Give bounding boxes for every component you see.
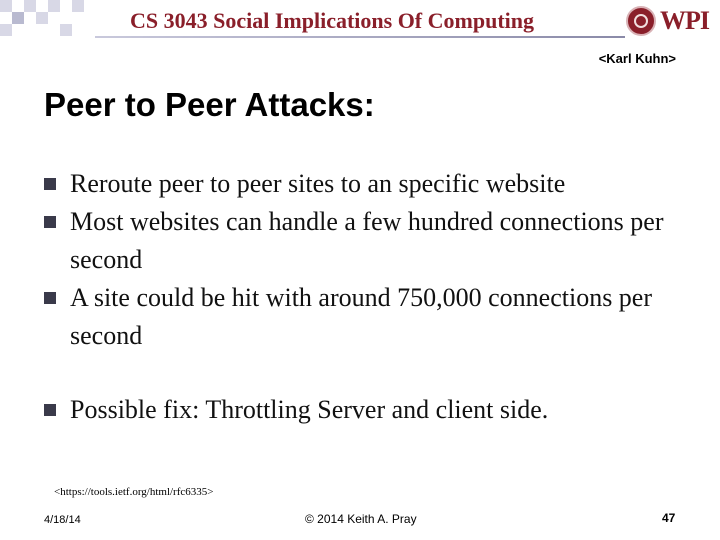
bullet-list	[44, 165, 684, 429]
footer-date: 4/18/14	[44, 514, 81, 526]
square-bullet-icon	[44, 216, 56, 228]
decoration-square	[0, 0, 12, 12]
slide-title: Peer to Peer Attacks:	[44, 86, 375, 123]
wpi-logo-text: WPI	[660, 6, 709, 35]
wpi-logo	[626, 4, 709, 38]
decoration-square	[12, 12, 24, 24]
decoration-square	[24, 0, 36, 12]
decoration-square	[0, 24, 12, 36]
author-label: <Karl Kuhn>	[598, 51, 676, 66]
bullet-text: Reroute peer to peer sites to an specific website	[70, 169, 566, 198]
decoration-square	[60, 24, 72, 36]
square-bullet-icon	[44, 292, 56, 304]
page-number: 47	[662, 511, 676, 525]
bullet-text: A site could be hit with around 750,000 connections per second	[70, 283, 653, 350]
bullet-item	[44, 203, 684, 279]
header-decoration	[0, 0, 90, 45]
bullet-text: Possible fix: Throttling Server and client side.	[70, 395, 549, 424]
wpi-seal-icon	[626, 6, 656, 36]
bullet-item	[44, 165, 684, 203]
bullet-text: Most websites can handle a few hundred connections per second	[70, 207, 664, 274]
bullet-item	[44, 391, 684, 429]
source-citation: <https://tools.ietf.org/html/rfc6335>	[54, 486, 214, 498]
course-title: CS 3043 Social Implications Of Computing	[130, 8, 534, 33]
bullet-item	[44, 279, 684, 355]
square-bullet-icon	[44, 404, 56, 416]
square-bullet-icon	[44, 178, 56, 190]
decoration-square	[48, 0, 60, 12]
header-divider	[95, 36, 625, 38]
decoration-square	[36, 12, 48, 24]
footer-copyright: © 2014 Keith A. Pray	[305, 512, 417, 526]
decoration-square	[72, 0, 84, 12]
